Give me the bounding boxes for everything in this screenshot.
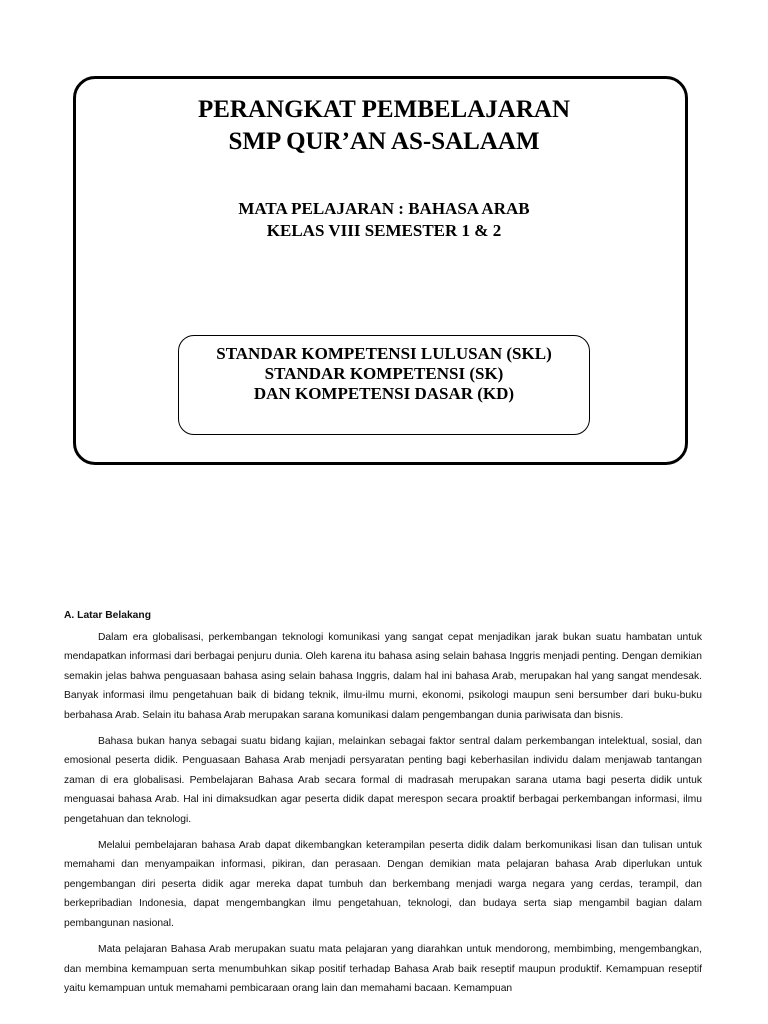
document-body — [64, 606, 702, 1005]
class-line: KELAS VIII SEMESTER 1 & 2 — [266, 221, 502, 240]
paragraph-3: Melalui pembelajaran bahasa Arab dapat dikembangkan keterampilan peserta didik dalam berkomunikasi lisan dan tulisan untuk memahami dan menyampaikan informasi, pikiran, dan perasaan. Dengan demikian mata pelajaran bahasa Arab diperlukan untuk pengembangan diri peserta didik agar mereka dapat tumbuh dan berkembang menjadi warga negara yang cerdas, terampil, dan berkepribadian Indonesia, dapat mengembangkan ilmu pengetahuan, teknologi, dan budaya serta siap mengambil bagian dalam pembangunan nasional. — [64, 840, 702, 929]
competency-line-kd: DAN KOMPETENSI DASAR (KD) — [253, 384, 515, 403]
section-heading: A. Latar Belakang — [64, 610, 151, 621]
competency-line-sk: STANDAR KOMPETENSI (SK) — [264, 364, 504, 383]
paragraph-4: Mata pelajaran Bahasa Arab merupakan suatu mata pelajaran yang diarahkan untuk mendorong, membimbing, mengembangkan, dan membina kemampuan serta menumbuhkan sikap positif terhadap Bahasa Arab baik reseptif maupun produktif. Kemampuan reseptif yaitu kemampuan untuk memahami pembicaraan orang lain dan memahami bacaan. Kemampuan — [64, 944, 702, 994]
competency-line-skl: STANDAR KOMPETENSI LULUSAN (SKL) — [216, 344, 552, 363]
competency-box — [178, 335, 590, 435]
subject-line: MATA PELAJARAN : BAHASA ARAB — [238, 199, 530, 218]
paragraph-1: Dalam era globalisasi, perkembangan teknologi komunikasi yang sangat cepat menjadikan jarak bukan suatu hambatan untuk mendapatkan informasi dari berbagai penjuru dunia. Oleh karena itu bahasa asing selain bahasa Inggris menjadi penting. Dengan demikian semakin jelas bahwa penguasaan bahasa asing selain bahasa Inggris, dalam hal ini bahasa Arab, merupakan hal yang sangat mendesak. Banyak informasi ilmu pengetahuan baik di bidang teknik, ilmu-ilmu murni, ekonomi, psikologi maupun seni bersumber dari buku-buku berbahasa Arab. Selain itu bahasa Arab merupakan sarana komunikasi dalam pengembangan dunia pariwisata dan bisnis. — [64, 632, 702, 721]
document-title: PERANGKAT PEMBELAJARAN — [197, 96, 570, 123]
paragraph-2: Bahasa bukan hanya sebagai suatu bidang kajian, melainkan sebagai faktor sentral dalam perkembangan intelektual, sosial, dan emosional peserta didik. Penguasaan Bahasa Arab menjadi persyaratan penting bagi keberhasilan individu dalam menjawab tantangan zaman di era globalisasi. Pembelajaran Bahasa Arab secara formal di madrasah merupakan sarana utama bagi peserta didik untuk menguasai bahasa Arab. Hal ini dimaksudkan agar peserta didik dapat merespon secara proaktif berbagai perkembangan informasi, ilmu pengetahuan dan teknologi. — [64, 736, 702, 825]
school-name: SMP QUR’AN AS-SALAAM — [228, 128, 540, 155]
